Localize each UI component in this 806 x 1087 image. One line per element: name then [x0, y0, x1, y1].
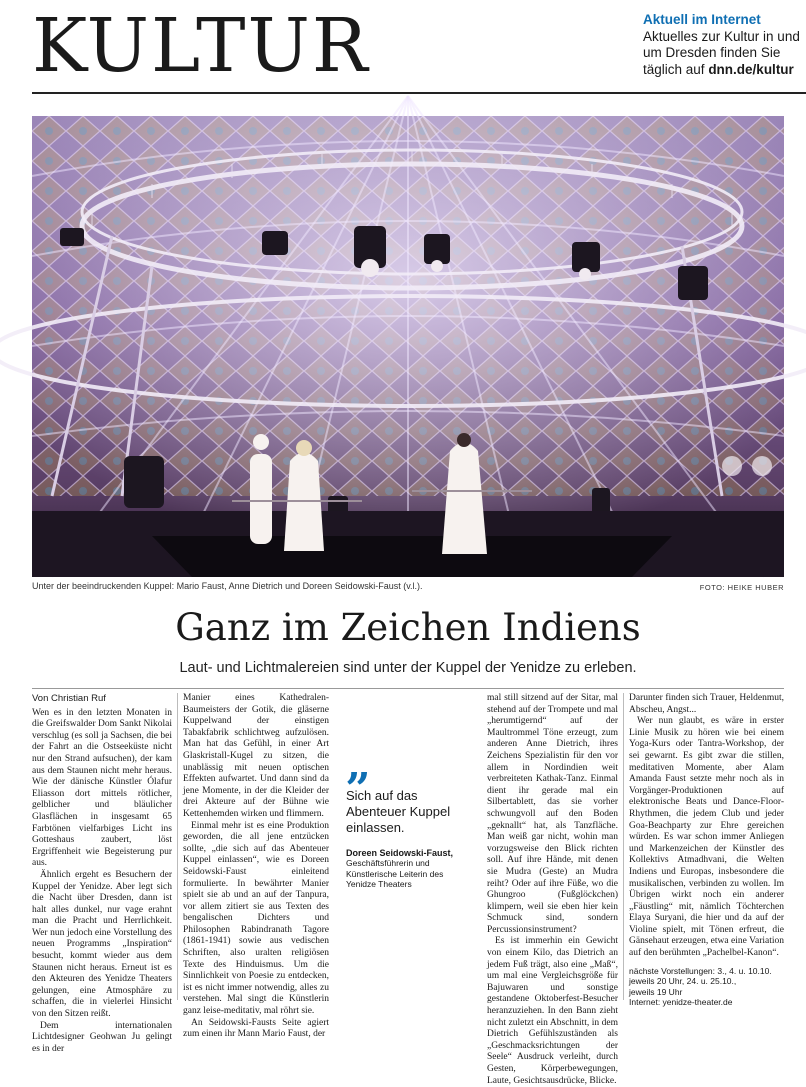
- section-title: KULTUR: [32, 3, 370, 89]
- paragraph: Ähnlich ergeht es Besuchern der Kuppel der Yenidze. Aber legt sich die Nacht über Dresden, dann ist halt alles dunkel, nur vage erahnt man die Pracht und Herrlichkeit. Wer nun jedoch eine Vorstellung des neuen Programms „Inspiration“ besucht, kommt wieder aus dem Staunen nicht heraus. Erneut ist es den Akteuren des Yenidze Theaters gelungen, eine Atmosphäre zu schaffen, die in vielerlei Hinsicht von den Sitzen reißt.: [32, 869, 172, 1020]
- top-divider: [32, 92, 806, 94]
- article-photo: [32, 116, 784, 577]
- quote-mark-icon: „: [346, 739, 372, 790]
- caption-text: Unter der beeindruckenden Kuppel: Mario Faust, Anne Dietrich und Doreen Seidowski-Faust (v.l.).: [32, 581, 423, 591]
- internet-promo[interactable]: [643, 12, 806, 78]
- article-column-2: [183, 693, 329, 1040]
- paragraph: An Seidowski-Fausts Seite agiert zum einen ihr Mann Mario Faust, der: [183, 1017, 329, 1040]
- article-column-4: [629, 693, 784, 1008]
- quote-text: Sich auf das Abenteuer Kuppel einlassen.: [346, 788, 451, 835]
- promo-url-link[interactable]: dnn.de/kultur: [708, 61, 794, 77]
- paragraph: Einmal mehr ist es eine Produktion geworden, die all jene entzücken sollte, „die sich auf das Abenteuer Kuppel einlassen“, wie es Doreen Seidowski-Faust einleitend formulierte. In bewährter Manier spielt sie ab und an auf der Tanpura, vor allem zitiert sie aus Texten des bengalischen Dichters und Philosophen Rabindranath Tagore (1861-1941) sowie aus vedischen Schriften, also uralten religiösen Texte des Hinduismus. Um die Sinnlichkeit von Poesie zu entdecken, ist es nicht immer notwendig, alles zu verstehen. Mal singt die Künstlerin ganz leise-meditativ, mal röhrt sie.: [183, 820, 329, 1017]
- quote-author: Doreen Seidowski-Faust,: [346, 848, 454, 858]
- performance-dates: [629, 966, 784, 1008]
- headline: Ganz im Zeichen Indiens: [175, 606, 641, 649]
- column-rule: [177, 693, 178, 1000]
- photo-credit: FOTO: HEIKE HUBER: [699, 583, 784, 592]
- column-divider: [32, 688, 784, 689]
- paragraph: Wen es in den letzten Monaten in die Greifswalder Dom Sankt Nikolai verschlug (es soll ja Sachsen, die bei der Fahrt an die Ostseeküste nicht nur den Strand aufsuchen), der kam aus dem Staunen nicht mehr heraus. Wie der dänische Künstler Ólafur Eliasson dort mittels rötlicher, gelblicher und bläulicher Glasflächen in insgesamt 65 Farbtönen vielfarbiges Licht ins Gotteshaus zaubert, löst Ergriffenheit wie Begeisterung pur aus.: [32, 707, 172, 869]
- quote-author-role: Geschäftsführerin und Künstlerische Leiterin des Yenidze Theaters: [346, 858, 444, 889]
- promo-text: Aktuelles zur Kultur in und um Dresden finden Sie täglich auf: [643, 28, 800, 77]
- subheadline: Laut- und Lichtmalereien sind unter der Kuppel der Yenidze zu erleben.: [179, 660, 637, 676]
- article-column-3: [487, 693, 618, 1086]
- theater-website-link[interactable]: Internet: yenidze-theater.de: [629, 997, 733, 1008]
- pull-quote: [346, 739, 474, 890]
- photo-caption: [32, 581, 784, 591]
- paragraph: Dem internationalen Lichtdesigner Geohwan Ju gelingt es in der: [32, 1020, 172, 1054]
- dome-stage-illustration: [32, 116, 784, 577]
- paragraph: Manier eines Kathedralen-Baumeisters der Gotik, die gläserne Kuppelwand der einstigen Tabakfabrik schlichtweg aufzulösen. Man hat das Gefühl, in einer Art Glaskristall-Kugel zu sitzen, die unablässig mit neuen optischen Effekten aufwartet. Und dann sind da jene Momente, in der die Kleider der drei Akteure auf der Bühne wie Kettenhemden wirken und flimmern.: [183, 693, 329, 819]
- dates-line: nächste Vorstellungen: 3., 4. u. 10.10.: [629, 965, 772, 976]
- byline: Von Christian Ruf: [32, 693, 106, 704]
- article-column-1: [32, 693, 172, 1054]
- paragraph: mal still sitzend auf der Sitar, mal stehend auf der Trompete und mal „herumtigernd“ auf der Maultrommel Töne erzeugt, zum anderen Anne Dietrich, ihres Zeichens Spezialistin für den vor allem in Nordindien weit verbreiteten Kathak-Tanz. Einmal dient ihr gerade mal ein Silbertablett, das sie vorher schwungvoll auf den Boden „geknallt“ hat, als Tanzfläche. Man weiß gar nicht, wohin man vorzugsweise den Blick richten soll. Auf ihre Hände, mit denen sie Mudra (Geste) an Mudra reiht? Oder auf ihre Füße, wo die Ghungroo (Fußglöckchen) klimpern, weil sie eben hier kein Schmuck sind, sondern Percussionsinstrument?: [487, 693, 618, 935]
- dates-line: jeweils 19 Uhr: [629, 986, 683, 997]
- promo-heading: Aktuell im Internet: [643, 12, 761, 27]
- paragraph: Es ist immerhin ein Gewicht von einem Kilo, das Dietrich an jedem Fuß trägt, also eine „Maß“, um mal eine Vergleichsgröße für Bajuwaren und sonstige gestandene Oktoberfest-Besucher heranzuziehen. In den Bann zieht nicht zuletzt ein Abschnitt, in dem Dietrich Gefühlszuständen als „Geschmacksrichtungen der Seele“ Ausdruck verleiht, durch Gesten, Körperbewegungen, Laute, Gesichtsausdrücke, Blicke.: [487, 936, 618, 1086]
- paragraph: Wer nun glaubt, es wäre in erster Linie Musik zu hören wie bei einem Yoga-Kurs oder Tantra-Workshop, der sei gewarnt. Es gibt zwar die stillen, meditativen Momente, aber Alam Amanda Faust setzte mehr noch als in Vorgänger-Produktionen auf elektronische Beats und Dance-Floor-Rhythmen, die jedem Club und jeder Goa-Beachparty zur Ehre gereichen würden. Es war schon immer Anliegen und Markenzeichen der Künstler des Kollektivs Atmadhvani, die Welten Indiens und Europas, insbesondere die musikalischen, verbinden zu wollen. Im Übrigen wirkt noch ein anderer „Fäustling“ mit, nämlich Töchterchen Elaya Suryani, die hier und da auf der Violine spielt, mit Tönen erfreut, die Gänsehaut erzeugen, etwa eine Variation auf den berühmten „Pachelbel-Kanon“.: [629, 716, 784, 959]
- dates-line: jeweils 20 Uhr, 24. u. 25.10.,: [629, 976, 737, 987]
- paragraph: Darunter finden sich Trauer, Heldenmut, Abscheu, Angst...: [629, 693, 784, 715]
- column-rule: [623, 693, 624, 1000]
